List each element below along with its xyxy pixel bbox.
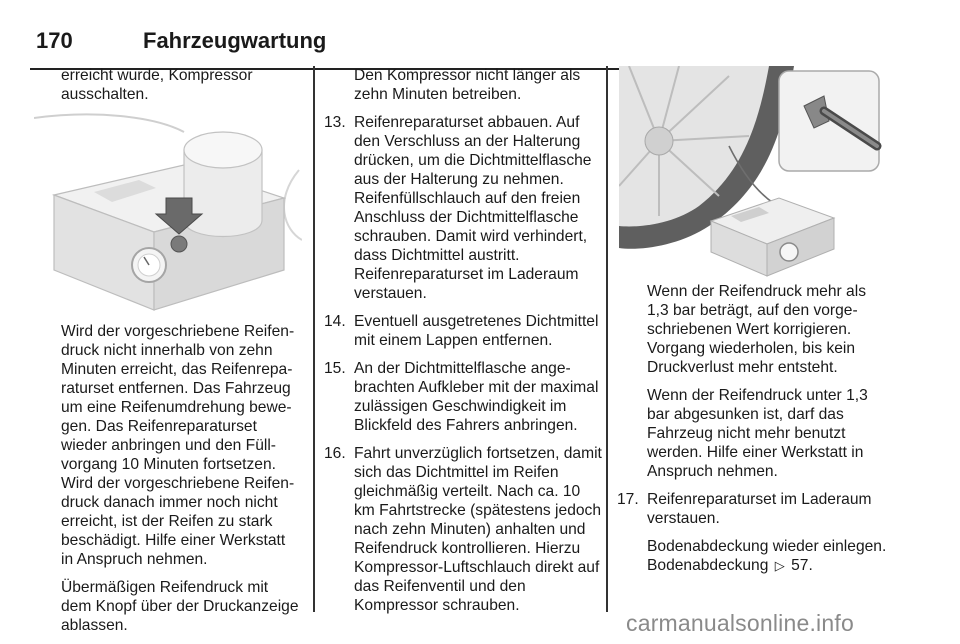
step-17-subtext (617, 537, 887, 575)
step-number: 14. (324, 313, 346, 330)
step-16 (324, 444, 602, 615)
column-1-lower (61, 322, 301, 644)
step-number: 17. (617, 491, 639, 508)
step-text: An der Dichtmittelflasche angebrachten Aufkleber mit der maximal zulässigen Geschwindigkeit im Blickfeld des Fahrers anbringen. (354, 360, 599, 434)
col1-para1: Wird der vorgeschriebene Reifendruck nicht innerhalb von zehn Minuten erreicht, das Reifenreparaturset entfernen. Das Fahrzeug um eine Reifenumdrehung bewegen. Das Reifenreparaturset wieder anbringen und den Füllvorgang 10 Minuten fortsetzen. Wird der vorgeschriebene Reifendruck danach immer noch nicht erreicht, ist der Reifen zu stark beschädigt. Hilfe einer Werkstatt in Anspruch nehmen. (61, 323, 295, 568)
step-15 (324, 359, 602, 435)
column-divider-1 (313, 66, 315, 612)
reference-arrow-icon[interactable]: ▷ (774, 558, 785, 573)
step-number: 15. (324, 360, 346, 377)
step-text: Fahrt unverzüglich fortsetzen, damit sich das Dichtmittel im Reifen gleichmäßig verteilt. Nach ca. 10 km Fahrtstrecke (spätestens jedoch nach zehn Minuten) anhalten und Reifendruck kontrollieren. Hierzu Kompressor-Luftschlauch direkt auf das Reifenventil und den Kompressor schrauben. (354, 445, 602, 614)
step-text: Reifenreparaturset im Laderaum verstauen. (647, 491, 872, 527)
watermark: carmanualsonline.info (626, 610, 854, 636)
step-number: 16. (324, 445, 346, 462)
step-17 (617, 490, 887, 528)
page-header (30, 22, 885, 52)
step-text: Eventuell ausgetretenes Dichtmittel mit einem Lappen entfernen. (354, 313, 599, 349)
step-14 (324, 312, 602, 350)
column-3 (617, 282, 887, 584)
col1-intro: erreicht wurde, Kompressor ausschalten. (61, 67, 253, 103)
step-number: 13. (324, 114, 346, 131)
col3-para2: Wenn der Reifendruck unter 1,3 bar abgesunken ist, darf das Fahrzeug nicht mehr benutzt werden. Hilfe einer Werkstatt in Anspruch nehmen. (647, 387, 868, 480)
reference-page[interactable]: 57. (791, 557, 813, 574)
step-13 (324, 113, 602, 303)
step-17-subtext-body: Bodenabdeckung wieder einlegen. Bodenabdeckung (647, 538, 887, 574)
compressor-illustration (34, 110, 302, 315)
step-text: Reifenreparaturset abbauen. Auf den Verschluss an der Halterung drücken, um die Dichtmittelflasche aus der Halterung zu nehmen. Reifenfüllschlauch auf den freien Anschluss der Dichtmittelflasche schrauben. Damit wird verhindert, dass Dichtmittel austritt. Reifenreparaturset im Laderaum verstauen. (354, 114, 592, 302)
chapter-title: Fahrzeugwartung (143, 28, 327, 53)
col3-para1: Wenn der Reifendruck mehr als 1,3 bar beträgt, auf den vorgeschriebenen Wert korrigieren. Vorgang wiederholen, bis kein Druckverlust mehr entsteht. (647, 283, 866, 376)
column-divider-2 (606, 66, 608, 612)
col1-para2: Übermäßigen Reifendruck mit dem Knopf über der Druckanzeige ablassen. (61, 579, 299, 634)
column-1 (61, 66, 301, 113)
page-number: 170 (36, 28, 73, 53)
tyre-valve-illustration (619, 66, 886, 278)
col2-intro: Den Kompressor nicht länger als zehn Minuten betreiben. (354, 67, 581, 103)
column-2 (324, 66, 602, 624)
